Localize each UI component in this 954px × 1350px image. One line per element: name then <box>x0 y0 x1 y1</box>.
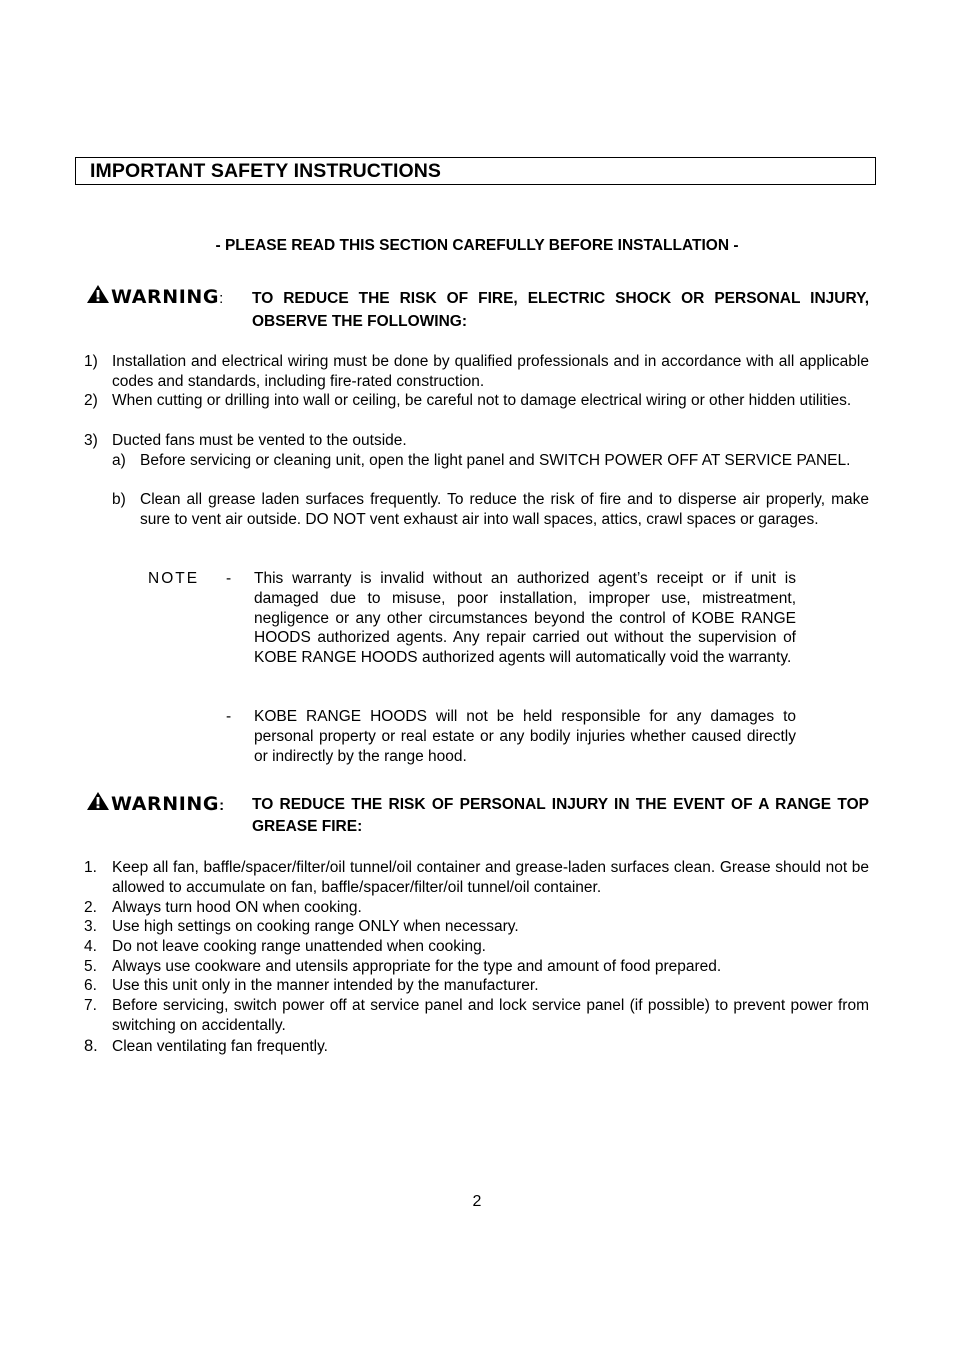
sublist-num-b: b) <box>112 491 126 508</box>
list2-num-3: 3. <box>84 918 97 935</box>
list2-num-1: 1. <box>84 859 97 876</box>
list2-num-8: 8. <box>84 1037 98 1055</box>
sublist-item-b: Clean all grease laden surfaces frequently. To reduce the risk of fire and to disperse air properly, make sure to vent air outside. DO NOT vent exhaust air into wall spaces, attics, crawl spaces or garages. <box>140 491 869 528</box>
warning-label-text-2: WARNING <box>111 793 220 815</box>
warning-label-text-1: WARNING <box>111 286 220 308</box>
warning-text-2: TO REDUCE THE RISK OF PERSONAL INJURY IN THE EVENT OF A RANGE TOP GREASE FIRE: <box>252 796 869 835</box>
warning-triangle-icon <box>86 284 110 304</box>
note-dash-2: - <box>226 708 232 725</box>
list1-num-1: 1) <box>84 353 98 370</box>
list2-num-7: 7. <box>84 997 97 1014</box>
note-dash-1: - <box>226 570 232 587</box>
warning-label-2 <box>86 791 225 815</box>
list2-item-8: Clean ventilating fan frequently. <box>112 1038 328 1055</box>
sublist-item-a: Before servicing or cleaning unit, open the light panel and SWITCH POWER OFF AT SERVICE PANEL. <box>140 452 851 469</box>
warning-text-1: TO REDUCE THE RISK OF FIRE, ELECTRIC SHOCK OR PERSONAL INJURY, OBSERVE THE FOLLOWING: <box>252 290 869 330</box>
list1-item-3: Ducted fans must be vented to the outside. <box>112 432 407 449</box>
list2-num-6: 6. <box>84 977 97 994</box>
list2-item-5: Always use cookware and utensils appropriate for the type and amount of food prepared. <box>112 958 722 975</box>
note-item-1: This warranty is invalid without an authorized agent’s receipt or if unit is damaged due to misuse, poor installation, improper use, mistreatment, negligence or any other circumstances beyond the control of KOBE RANGE HOODS authorized agents. Any repair carried out without the supervision of KOBE RANGE HOODS authorized agents will automatically void the warranty. <box>254 570 796 667</box>
warning-triangle-icon <box>86 791 110 811</box>
list1-num-3: 3) <box>84 432 98 449</box>
sublist-num-a: a) <box>112 452 126 469</box>
warning-label-1 <box>86 284 224 308</box>
list1-item-1: Installation and electrical wiring must be done by qualified professionals and in accordance with all applicable codes and standards, including fire-rated construction. <box>112 353 869 390</box>
list1-num-2: 2) <box>84 392 98 409</box>
note-label: NOTE <box>148 570 200 587</box>
list2-item-3: Use high settings on cooking range ONLY when necessary. <box>112 918 519 935</box>
list2-item-4: Do not leave cooking range unattended when cooking. <box>112 938 486 955</box>
list1-item-2: When cutting or drilling into wall or ceiling, be careful not to damage electrical wiring or other hidden utilities. <box>112 392 852 409</box>
warning-colon-2: : <box>219 797 225 814</box>
note-item-2: KOBE RANGE HOODS will not be held responsible for any damages to personal property or real estate or any bodily injuries whether caused directly or indirectly by the range hood. <box>254 708 796 765</box>
list2-item-1: Keep all fan, baffle/spacer/filter/oil tunnel/oil container and grease-laden surfaces clean. Grease should not be allowed to accumulate on fan, baffle/spacer/filter/oil tunnel/oil container. <box>112 859 869 896</box>
warning-colon-1: : <box>219 290 224 307</box>
subheading: - PLEASE READ THIS SECTION CAREFULLY BEFORE INSTALLATION - <box>215 237 739 254</box>
list2-item-6: Use this unit only in the manner intended by the manufacturer. <box>112 977 539 994</box>
list2-num-4: 4. <box>84 938 97 955</box>
list2-num-2: 2. <box>84 899 97 916</box>
page-number: 2 <box>472 1193 482 1210</box>
section-title-box <box>75 157 876 185</box>
section-title: IMPORTANT SAFETY INSTRUCTIONS <box>90 160 442 182</box>
list2-num-5: 5. <box>84 958 97 975</box>
list2-item-2: Always turn hood ON when cooking. <box>112 899 362 916</box>
list2-item-7: Before servicing, switch power off at service panel and lock service panel (if possible) to prevent power from switching on accidentally. <box>112 997 869 1034</box>
